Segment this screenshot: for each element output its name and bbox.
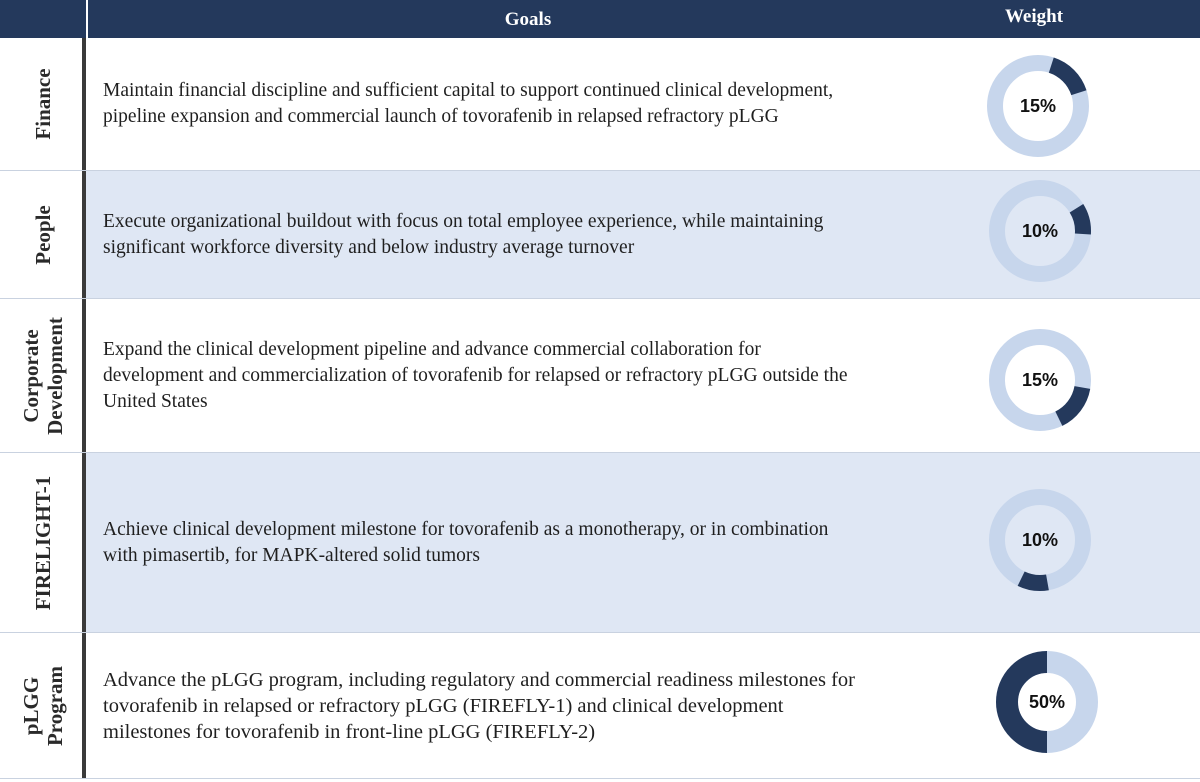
category-label: Finance [31, 68, 55, 140]
table-header [0, 0, 1200, 38]
table-row-people [0, 171, 1200, 299]
table-row-plgg-program [0, 633, 1200, 779]
weight-percent-label: 50% [1028, 692, 1066, 712]
table-row-firelight-1 [0, 453, 1200, 633]
category-label: FIRELIGHT-1 [31, 475, 55, 610]
weight-donut [995, 650, 1099, 754]
category-label: pLGG Program [19, 665, 67, 746]
category-cell [0, 299, 86, 452]
category-cell [0, 171, 86, 298]
goal-text: Expand the clinical development pipeline and advance commercial collaboration for development and commercialization of tovorafenib for relapsed or refractory pLGG outside the United States [103, 338, 848, 412]
goals-column-header: Goals [504, 9, 552, 30]
weight-percent-label: 10% [1021, 530, 1059, 550]
goal-text: Execute organizational buildout with focus on total employee experience, while maintaining significant workforce diversity and below industry average turnover [103, 210, 824, 258]
table-row-corporate-development [0, 299, 1200, 453]
category-cell [0, 38, 86, 170]
category-cell [0, 633, 86, 778]
category-label: Corporate Development [19, 316, 67, 435]
goal-text: Achieve clinical development milestone for tovorafenib as a monotherapy, or in combination with pimasertib, for MAPK-altered solid tumors [103, 518, 829, 566]
weight-donut [988, 179, 1092, 283]
goal-text: Maintain financial discipline and sufficient capital to support continued clinical development, pipeline expansion and commercial launch of tovorafenib in relapsed refractory pLGG [103, 80, 834, 127]
weight-percent-label: 15% [1019, 96, 1057, 116]
weight-donut [988, 328, 1092, 432]
weight-column-header: Weight [1004, 6, 1064, 27]
goal-text: Advance the pLGG program, including regulatory and commercial readiness milestones for tovorafenib in relapsed or refractory pLGG (FIREFLY-1) and clinical development milestones for tovorafenib in front-line pLGG (FIREFLY-2) [103, 668, 855, 743]
weight-donut [986, 54, 1090, 158]
weight-percent-label: 10% [1021, 221, 1059, 241]
weight-percent-label: 15% [1021, 370, 1059, 390]
category-label: People [31, 204, 55, 265]
category-cell [0, 453, 86, 632]
weight-donut [988, 488, 1092, 592]
table-row-finance [0, 38, 1200, 171]
